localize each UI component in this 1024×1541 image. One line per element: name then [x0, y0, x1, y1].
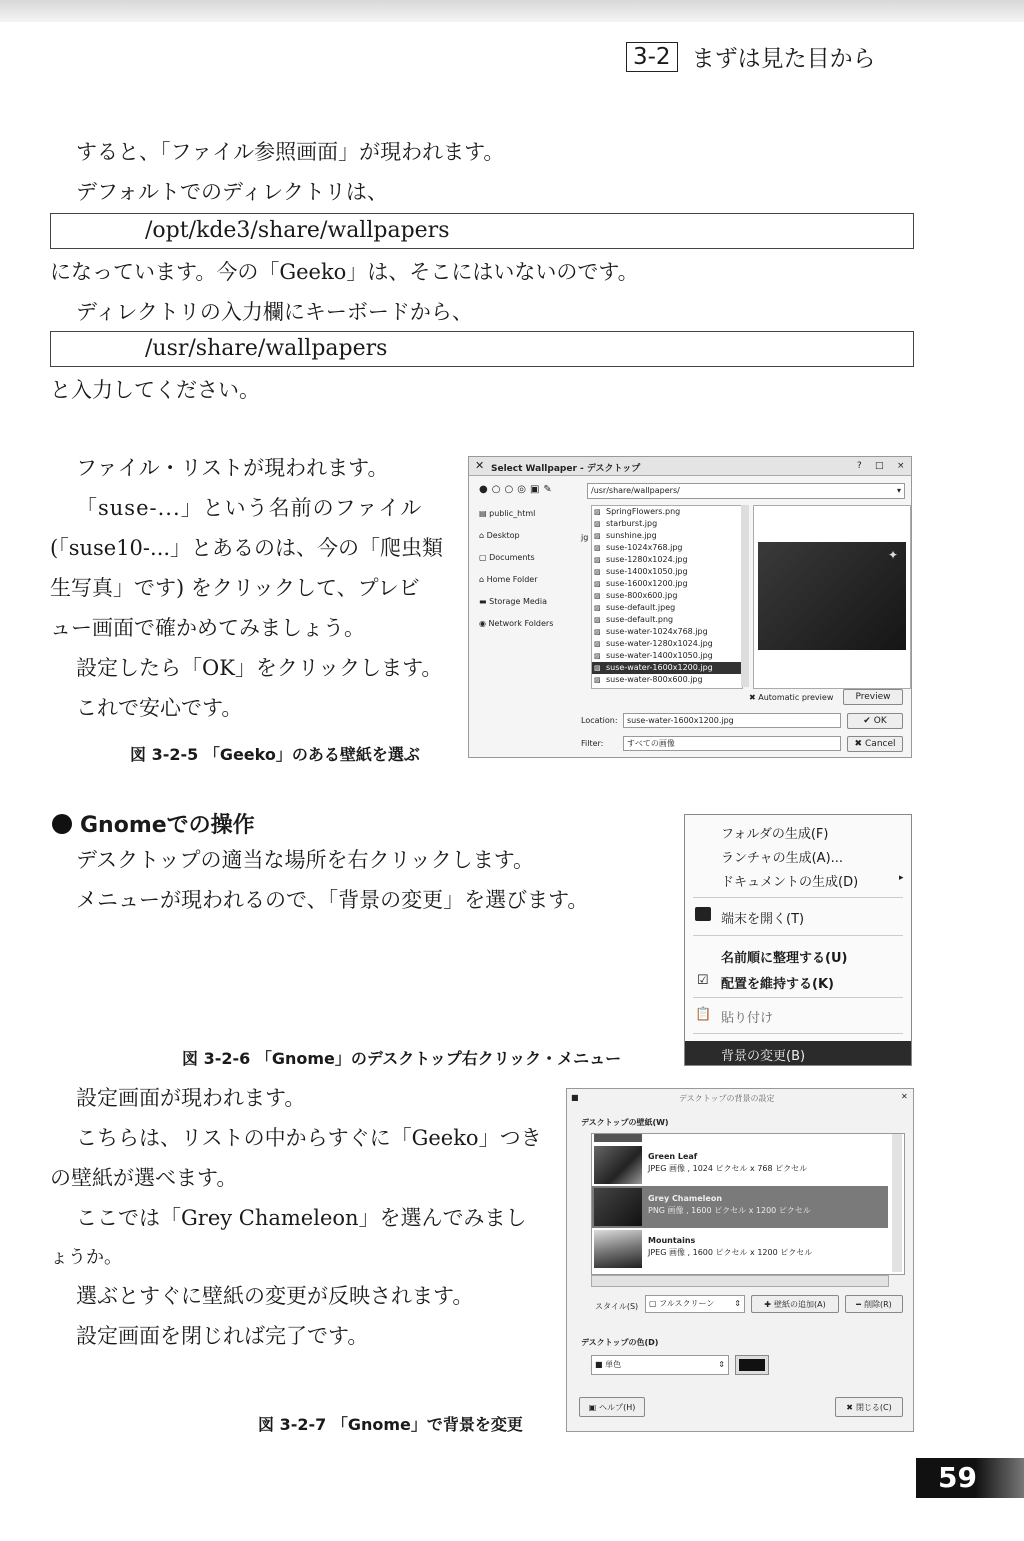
file-list-scrollbar[interactable] [741, 505, 749, 687]
wallpaper-row[interactable] [592, 1144, 888, 1186]
image-file-icon: ▨ [594, 628, 601, 636]
settings-line-3: の壁紙が選べます。 [50, 1166, 238, 1190]
file-line-7: これで安心です。 [76, 696, 243, 720]
file-list[interactable] [591, 505, 743, 689]
wallpaper-thumbnail [594, 1230, 642, 1268]
section-title: まずは見た目から [691, 46, 876, 72]
checkbox-checked-icon: ☑ [697, 973, 709, 988]
menu-separator-3 [693, 997, 903, 998]
file-name: suse-1400x1050.jpg [606, 567, 688, 576]
add-wallpaper-button[interactable]: ✚ 壁紙の追加(A) [751, 1295, 839, 1313]
menu-create-document[interactable]: ドキュメントの生成(D) [721, 875, 859, 890]
gnome-line-1: デスクトップの適当な場所を右クリックします。 [76, 848, 535, 872]
file-row[interactable] [592, 566, 742, 578]
file-row[interactable] [592, 614, 742, 626]
file-row[interactable] [592, 650, 742, 662]
path-box-2: /usr/share/wallpapers [50, 331, 914, 367]
preview-panel [753, 505, 911, 689]
wallpaper-thumbnail [594, 1146, 642, 1184]
desktop-context-menu [684, 814, 912, 1066]
file-name: suse-water-1600x1200.jpg [606, 663, 713, 672]
partial-thumbnail [594, 1134, 642, 1142]
file-name: suse-1280x1024.jpg [606, 555, 688, 564]
drive-icon: ▬ [479, 597, 487, 606]
forward-icon[interactable]: ○ [491, 484, 501, 495]
location-label: Location: [581, 716, 618, 725]
figure-caption-3-2-6: 図 3-2-6 「Gnome」のデスクトップ右クリック・メニュー [182, 1049, 622, 1068]
file-row[interactable] [592, 662, 742, 674]
file-row[interactable] [592, 506, 742, 518]
help-title-button[interactable]: ? [857, 461, 862, 471]
file-name: suse-default.png [606, 615, 674, 624]
hidden-column-fragment: jg [581, 533, 589, 542]
intro-line-2: デフォルトでのディレクトリは、 [76, 180, 388, 204]
places-panel [479, 509, 579, 641]
help-icon: ▣ [588, 1402, 597, 1412]
file-name: suse-default.jpeg [606, 603, 676, 612]
image-file-icon: ▨ [594, 664, 601, 672]
list-top-partial-row [592, 1134, 888, 1144]
remove-button[interactable]: ━ 削除(R) [845, 1295, 903, 1313]
spinner-arrows-icon: ⇕ [734, 1299, 741, 1308]
wallpaper-preview-image [758, 542, 906, 650]
place-desktop[interactable]: ⌂ Desktop [479, 531, 520, 540]
file-row[interactable] [592, 542, 742, 554]
file-row[interactable] [592, 554, 742, 566]
menu-separator-2 [693, 935, 903, 936]
image-file-icon: ▨ [594, 652, 601, 660]
wallpaper-info: JPEG 画像 , 1600 ピクセル x 1200 ピクセル [648, 1248, 813, 1257]
gnome-heading: Gnomeでの操作 [52, 808, 255, 839]
image-file-icon: ▨ [594, 616, 601, 624]
file-row[interactable] [592, 530, 742, 542]
menu-create-folder[interactable]: フォルダの生成(F) [721, 827, 829, 842]
image-file-icon: ▨ [594, 544, 601, 552]
dialog-title: デスクトップの背景の設定 [679, 1094, 775, 1103]
plus-icon: ✚ [764, 1299, 771, 1309]
intro-line-3: になっています。今の「Geeko」は、そこにはいないのです。 [50, 260, 639, 284]
place-public-html[interactable]: ▤ public_html [479, 509, 536, 518]
color-swatch [739, 1359, 765, 1371]
intro-line-5: と入力してください。 [50, 378, 260, 402]
color-label: デスクトップの色(D) [581, 1338, 659, 1347]
style-label: スタイル(S) [595, 1302, 639, 1311]
section-header [626, 40, 876, 73]
wallpaper-info: JPEG 画像 , 1024 ピクセル x 768 ピクセル [648, 1164, 808, 1173]
ok-button[interactable]: ✔ OK [847, 713, 903, 729]
new-folder-icon[interactable]: ▣ [529, 484, 540, 495]
file-name: SpringFlowers.png [606, 507, 681, 516]
file-name: sunshine.jpg [606, 531, 657, 540]
close-button[interactable]: ✖ 閉じる(C) [835, 1397, 903, 1417]
home-icon: ⌂ [479, 575, 485, 584]
wallpaper-name: Mountains [648, 1236, 696, 1245]
intro-line-1: すると、「ファイル参照画面」が現われます。 [76, 140, 505, 164]
network-icon: ◉ [479, 619, 486, 628]
terminal-icon [695, 907, 711, 921]
place-documents[interactable]: ▢ Documents [479, 553, 535, 562]
file-name: suse-1600x1200.jpg [606, 579, 688, 588]
file-line-6: 設定したら「OK」をクリックします。 [76, 656, 443, 680]
figure-caption-3-2-7: 図 3-2-7 「Gnome」で背景を変更 [258, 1415, 523, 1434]
section-number: 3-2 [626, 42, 678, 72]
menu-change-background: 背景の変更(B) [721, 1049, 806, 1064]
image-file-icon: ▨ [594, 556, 601, 564]
file-line-3: (「suse10-...」とあるのは、今の「爬虫類 [50, 536, 444, 560]
window-menu-icon[interactable]: ■ [571, 1093, 579, 1102]
intro-line-4: ディレクトリの入力欄にキーボードから、 [76, 300, 473, 324]
color-mode-select[interactable]: ■ 単色 ⇕ [591, 1355, 729, 1375]
check-icon: ✔ [863, 716, 871, 726]
settings-line-1: 設定画面が現われます。 [76, 1086, 306, 1110]
wallpaper-info: PNG 画像 , 1600 ピクセル x 1200 ピクセル [648, 1206, 811, 1215]
figure-caption-3-2-5: 図 3-2-5 「Geeko」のある壁紙を選ぶ [130, 745, 420, 764]
close-x-icon: ✖ [846, 1402, 853, 1412]
wallpaper-name: Green Leaf [648, 1152, 698, 1161]
file-row[interactable] [592, 602, 742, 614]
bullet-icon [52, 814, 72, 834]
up-icon[interactable]: ○ [504, 484, 514, 495]
file-name: suse-water-1024x768.jpg [606, 627, 708, 636]
file-name: suse-water-800x600.jpg [606, 675, 703, 684]
paste-icon: 📋 [695, 1007, 712, 1022]
location-field[interactable]: suse-water-1600x1200.jpg [623, 713, 841, 728]
filter-label: Filter: [581, 739, 604, 748]
help-button[interactable]: ▣ ヘルプ(H) [579, 1397, 645, 1417]
reload-icon[interactable]: ◎ [517, 484, 526, 495]
menu-create-launcher[interactable]: ランチャの生成(A)... [721, 851, 844, 866]
wallpaper-row-selected[interactable] [592, 1186, 888, 1228]
file-row[interactable] [592, 518, 742, 530]
file-row[interactable] [592, 590, 742, 602]
file-line-4: 生写真」です) をクリックして、プレビ [50, 576, 420, 600]
color-swatch-button[interactable] [735, 1355, 769, 1375]
kde-x-icon: ✕ [475, 459, 485, 472]
file-name: suse-water-1400x1050.jpg [606, 651, 713, 660]
wallpaper-name: Grey Chameleon [648, 1194, 723, 1203]
documents-icon: ▢ [479, 553, 487, 562]
horizontal-scrollbar[interactable] [591, 1275, 889, 1287]
page-number: 59 [916, 1458, 1024, 1498]
menu-keep-aligned[interactable]: 配置を維持する(K) [721, 977, 834, 992]
settings-line-2: こちらは、リストの中からすぐに「Geeko」つき [76, 1126, 542, 1150]
wallpaper-label: デスクトップの壁紙(W) [581, 1118, 669, 1127]
menu-paste[interactable]: 貼り付け [721, 1011, 774, 1026]
image-file-icon: ▨ [594, 640, 601, 648]
close-title-button[interactable]: × [897, 461, 905, 471]
wallpaper-list[interactable] [591, 1133, 905, 1275]
preview-button[interactable]: Preview [843, 689, 903, 705]
maximize-button[interactable]: □ [875, 461, 884, 471]
cancel-button[interactable]: ✖ Cancel [847, 736, 903, 752]
image-file-icon: ▨ [594, 520, 601, 528]
place-network[interactable]: ◉ Network Folders [479, 619, 554, 628]
image-file-icon: ▨ [594, 508, 601, 516]
submenu-arrow-icon: ▸ [899, 873, 904, 883]
image-file-icon: ▨ [594, 580, 601, 588]
wallpaper-thumbnail [594, 1188, 642, 1226]
path-box-1: /opt/kde3/share/wallpapers [50, 213, 914, 249]
file-row[interactable] [592, 578, 742, 590]
gnome-line-2: メニューが現われるので、「背景の変更」を選びます。 [76, 888, 589, 912]
geeko-logo-icon: ✦ [887, 548, 898, 562]
vertical-scrollbar[interactable] [892, 1134, 902, 1272]
automatic-preview-checkbox[interactable]: ✖ Automatic preview [749, 693, 834, 702]
file-rows [592, 506, 742, 686]
back-icon[interactable]: ● [479, 484, 488, 495]
file-name: starburst.jpg [606, 519, 658, 528]
settings-line-6: 選ぶとすぐに壁紙の変更が反映されます。 [76, 1284, 474, 1308]
file-line-2: 「suse-...」という名前のファイル [76, 496, 423, 520]
file-row[interactable] [592, 638, 742, 650]
close-icon[interactable]: ✕ [901, 1092, 908, 1101]
image-file-icon: ▨ [594, 568, 601, 576]
folder-icon: ▤ [479, 509, 487, 518]
menu-separator-4 [693, 1033, 903, 1034]
menu-change-background-highlight[interactable] [685, 1041, 911, 1065]
menu-open-terminal[interactable]: 端末を開く(T) [721, 912, 805, 927]
path-value: /usr/share/wallpapers/ [591, 486, 680, 495]
settings-line-5: ょうか。 [50, 1247, 122, 1268]
file-row[interactable] [592, 626, 742, 638]
file-row[interactable] [592, 674, 742, 686]
file-line-1: ファイル・リストが現われます。 [76, 456, 389, 480]
style-select[interactable]: ▢ フルスクリーン ⇕ [645, 1295, 745, 1313]
wallpaper-row[interactable] [592, 1228, 888, 1270]
cancel-x-icon: ✖ [854, 739, 863, 749]
dialog-titlebar [469, 457, 911, 476]
image-file-icon: ▨ [594, 604, 601, 612]
settings-line-7: 設定画面を閉じれば完了です。 [76, 1324, 369, 1348]
spinner-arrows-icon: ⇕ [718, 1360, 725, 1369]
desktop-icon: ⌂ [479, 531, 485, 540]
menu-separator-1 [693, 897, 903, 898]
settings-icon[interactable]: ✎ [543, 484, 552, 495]
settings-line-4: ここでは「Grey Chameleon」を選んでみまし [76, 1206, 527, 1230]
file-name: suse-water-1280x1024.jpg [606, 639, 713, 648]
image-file-icon: ▨ [594, 676, 601, 684]
place-home[interactable]: ⌂ Home Folder [479, 575, 538, 584]
path-combo[interactable] [587, 483, 905, 499]
top-scan-band [0, 0, 1024, 22]
chevron-down-icon: ▾ [896, 486, 901, 495]
image-file-icon: ▨ [594, 532, 601, 540]
file-name: suse-1024x768.jpg [606, 543, 683, 552]
select-wallpaper-dialog [468, 456, 912, 758]
minus-icon: ━ [856, 1299, 861, 1309]
place-storage[interactable]: ▬ Storage Media [479, 597, 547, 606]
menu-arrange-by-name[interactable]: 名前順に整理する(U) [721, 951, 848, 966]
nav-toolbar [479, 484, 552, 495]
filter-field[interactable]: すべての画像 [623, 736, 841, 751]
dialog-title: Select Wallpaper - デスクトップ [491, 464, 641, 474]
file-line-5: ュー画面で確かめてみましょう。 [50, 616, 365, 640]
background-settings-dialog [566, 1088, 914, 1432]
image-file-icon: ▨ [594, 592, 601, 600]
file-name: suse-800x600.jpg [606, 591, 678, 600]
